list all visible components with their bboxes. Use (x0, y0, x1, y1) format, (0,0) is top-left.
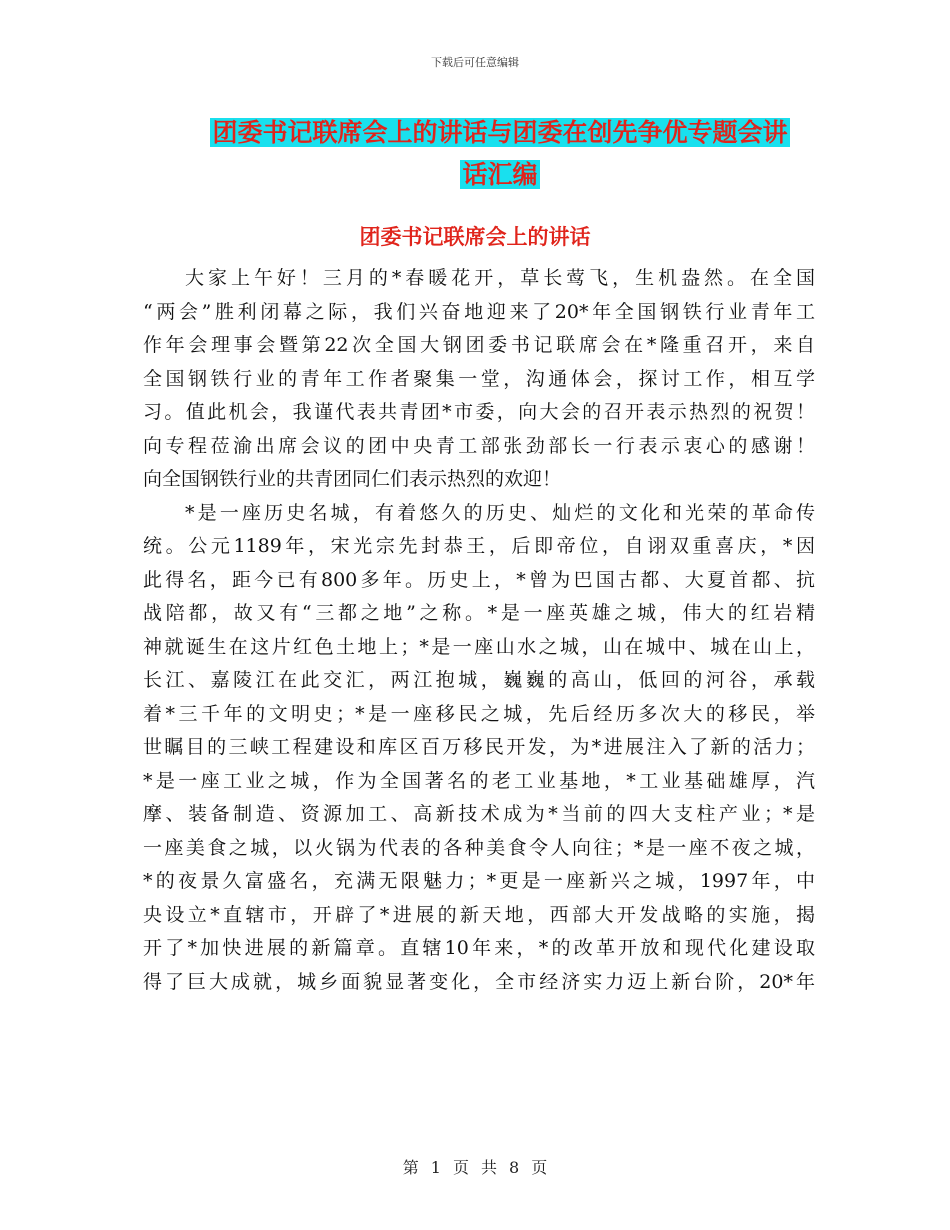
body-text (143, 262, 815, 999)
paragraph-2-line: 长江、嘉陵江在此交汇，两江抱城，巍巍的高山，低回的河谷，承载 (143, 669, 815, 691)
paragraph-2-line: 世瞩目的三峡工程建设和库区百万移民开发，为*进展注入了新的活力； (143, 736, 815, 758)
paragraph-1-line: 习。值此机会，我谨代表共青团*市委，向大会的召开表示热烈的祝贺！ (143, 401, 815, 423)
footer-page-word: 页 (452, 1158, 469, 1177)
paragraph-2-line: 神就诞生在这片红色土地上；*是一座山水之城，山在城中、城在山上， (143, 635, 815, 658)
paragraph-1-line: 全国钢铁行业的青年工作者聚集一堂，沟通体会，探讨工作，相互学 (143, 367, 815, 390)
paragraph-2-line: 统。公元1189年，宋光宗先封恭王，后即帝位，自诩双重喜庆，*因 (143, 535, 815, 557)
paragraph-2-line: 着*三千年的文明史；*是一座移民之城，先后经历多次大的移民，举 (143, 702, 815, 725)
paragraph-2-line: 战陪都，故又有“三都之地”之称。*是一座英雄之城，伟大的红岩精 (143, 602, 815, 624)
paragraph-2-line: *是一座历史名城，有着悠久的历史、灿烂的文化和光荣的革命传 (185, 501, 815, 524)
paragraph-2-line: *的夜景久富盛名，充满无限魅力；*更是一座新兴之城，1997年，中 (143, 870, 815, 892)
paragraph-1-line: 向全国钢铁行业的共青团同仁们表示热烈的欢迎！ (143, 468, 562, 490)
footer-total-pages: 8 (509, 1158, 520, 1177)
paragraph-2-line: 此得名，距今已有800多年。历史上，*曾为巴国古都、大夏首都、抗 (143, 568, 815, 591)
footer-prefix: 第 (402, 1158, 419, 1177)
paragraph-2-line: 央设立*直辖市，开辟了*进展的新天地，西部大开发战略的实施，揭 (143, 903, 815, 926)
paragraph-1-line: 作年会理事会暨第22次全国大钢团委书记联席会在*隆重召开，来自 (143, 334, 815, 356)
paragraph-2-line: 得了巨大成就，城乡面貌显著变化，全市经济实力迈上新台阶，20*年 (143, 970, 815, 993)
paragraph-1-line: “两会”胜利闭幕之际，我们兴奋地迎来了20*年全国钢铁行业青年工 (143, 300, 815, 323)
footer-total-prefix: 共 (481, 1158, 498, 1177)
footer-page-number: 1 (430, 1158, 441, 1177)
page-footer (0, 1155, 950, 1178)
document-title (190, 112, 810, 196)
footer-suffix: 页 (531, 1158, 548, 1177)
paragraph-2-line: 一座美食之城，以火锅为代表的各种美食令人向往；*是一座不夜之城， (143, 836, 815, 859)
header-note: 下载后可任意编辑 (431, 56, 519, 69)
paragraph-1-line: 大家上午好！三月的*春暖花开，草长莺飞，生机盎然。在全国 (185, 267, 815, 289)
paragraph-2-line: 开了*加快进展的新篇章。直辖10年来，*的改革开放和现代化建设取 (143, 937, 815, 959)
paragraph-2-line: *是一座工业之城，作为全国著名的老工业基地，*工业基础雄厚，汽 (143, 769, 815, 792)
paragraph-2-line: 摩、装备制造、资源加工、高新技术成为*当前的四大支柱产业；*是 (143, 803, 815, 825)
title-line-1: 团委书记联席会上的讲话与团委在创先争优专题会讲 (212, 118, 788, 147)
paragraph-1-line: 向专程莅渝出席会议的团中央青工部张劲部长一行表示衷心的感谢！ (143, 434, 815, 457)
section-title: 团委书记联席会上的讲话 (359, 225, 591, 249)
title-line-2: 话汇编 (462, 160, 538, 189)
